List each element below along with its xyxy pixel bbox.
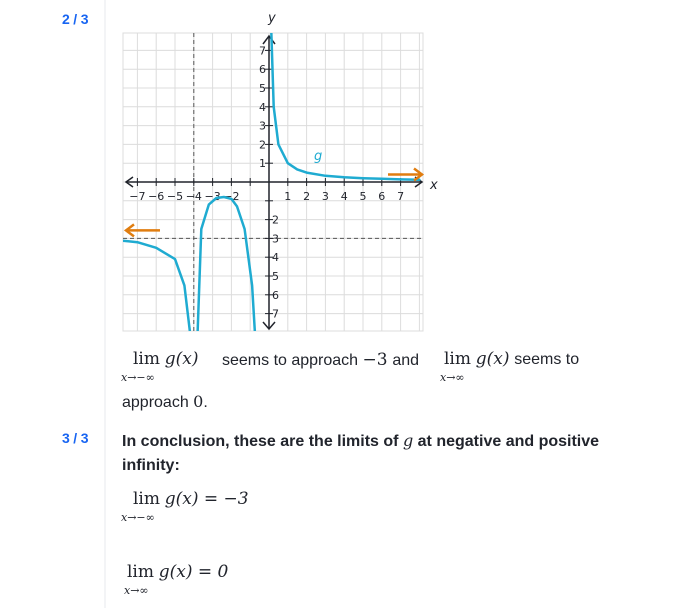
seems-to-text: seems to <box>514 351 580 368</box>
curve-label-g: g <box>314 149 323 164</box>
value-neg3: −3 <box>362 350 388 370</box>
x-tick-label: −2 <box>223 190 240 203</box>
y-tick-label: 1 <box>259 157 266 171</box>
lim-word: lim <box>444 349 471 369</box>
x-tick-label: −4 <box>185 190 202 203</box>
conclusion-var: g <box>402 431 414 450</box>
y-tick-label: 6 <box>272 288 279 302</box>
step-current: 3 <box>62 430 71 446</box>
x-tick-label: −3 <box>204 190 221 203</box>
final-limit-neg <box>121 489 249 524</box>
step-counter-3: 3 / 3 <box>62 430 89 446</box>
y-tick-label: 2 <box>272 213 279 227</box>
x-tick-label: 3 <box>321 190 329 203</box>
limit-expression: g(x) = 0 <box>158 562 229 582</box>
limit-expression: g(x) <box>164 349 199 369</box>
step2-line1 <box>121 349 199 384</box>
step2-line1-lim2 <box>440 349 580 384</box>
y-tick-label: 5 <box>259 82 266 95</box>
approach-text: approach <box>122 394 189 411</box>
y-tick-label: 5 <box>272 270 279 283</box>
y-tick-label: 3 <box>259 119 266 133</box>
x-tick-label: 6 <box>378 190 386 203</box>
limit-subscript: x→∞ <box>440 371 465 384</box>
step-total: 3 <box>80 430 89 446</box>
lim-word: lim <box>133 349 160 369</box>
graph-of-g <box>118 8 438 334</box>
x-tick-label: −6 <box>148 190 165 203</box>
x-tick-label: 4 <box>340 190 348 203</box>
step2-line2 <box>122 392 208 412</box>
period: . <box>203 394 208 411</box>
y-tick-label: 4 <box>272 251 279 265</box>
x-tick-label: 1 <box>284 190 292 203</box>
x-tick-label: −5 <box>166 190 184 203</box>
graph-svg <box>118 8 438 334</box>
limit-pos-inf <box>124 562 154 597</box>
limit-pos-inf <box>440 349 471 384</box>
limit-expression: g(x) <box>475 349 510 369</box>
final-limit-pos <box>124 562 229 597</box>
y-tick-label: 3 <box>272 232 279 246</box>
limit-neg-inf <box>121 349 160 384</box>
step-rail <box>0 0 106 608</box>
x-tick-label: 2 <box>303 190 311 203</box>
seems-text: seems to approach <box>222 352 363 369</box>
x-axis-label: x <box>430 178 438 193</box>
value-0: 0 <box>193 392 204 411</box>
conclusion-line2: infinity: <box>122 457 180 474</box>
limit-subscript: x→∞ <box>124 584 149 597</box>
step2-line1-text <box>222 350 419 370</box>
y-axis-label: y <box>268 11 276 26</box>
x-tick-label: 7 <box>397 190 405 203</box>
limit-subscript: x→−∞ <box>121 511 155 524</box>
x-tick-label: −7 <box>129 190 146 203</box>
y-tick-label: 2 <box>259 138 266 152</box>
y-tick-label: 4 <box>259 100 266 114</box>
conclusion-tail: at negative and positive <box>417 433 600 450</box>
step-total: 3 <box>80 11 89 27</box>
limit-subscript: x→−∞ <box>121 371 155 384</box>
y-tick-label: 6 <box>259 63 266 77</box>
and-text: and <box>392 352 420 369</box>
lim-word: lim <box>127 562 154 582</box>
limit-neg-inf <box>121 489 160 524</box>
conclusion-text <box>122 429 642 478</box>
limit-expression: g(x) = −3 <box>164 489 249 509</box>
step-current: 2 <box>62 11 71 27</box>
x-tick-label: 5 <box>359 190 367 203</box>
y-tick-label: 7 <box>272 307 279 321</box>
conclusion-start: In conclusion, these are the limits of <box>122 433 399 450</box>
lim-word: lim <box>133 489 160 509</box>
y-tick-label: 7 <box>259 44 266 58</box>
step-counter-2: 2 / 3 <box>62 11 89 27</box>
